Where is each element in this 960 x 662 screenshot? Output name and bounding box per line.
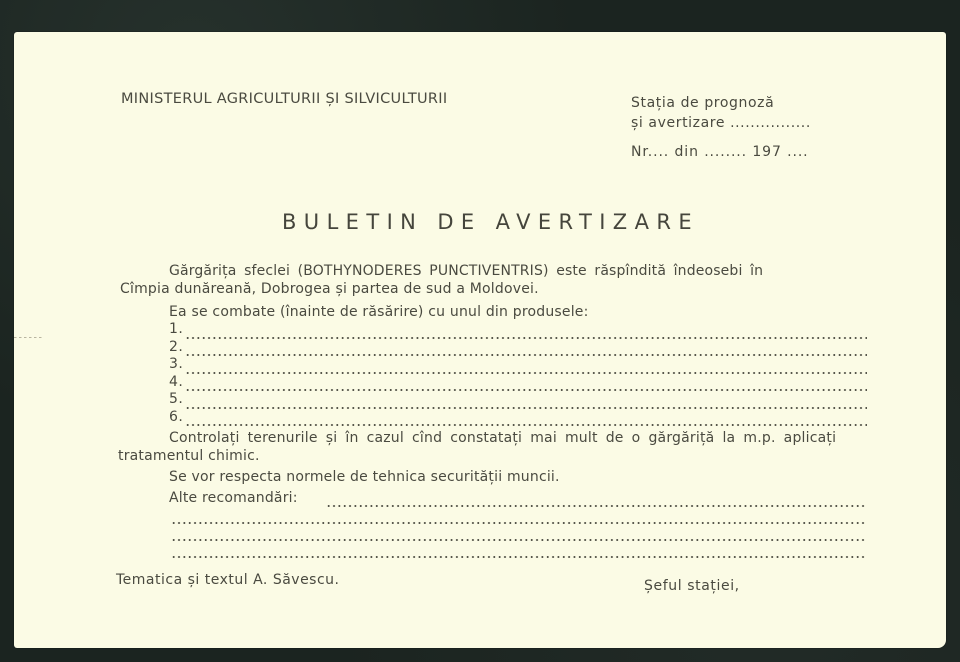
station-name-field[interactable]: și avertizare ................ [631,115,811,131]
number-date-field[interactable]: Nr.... din ........ 197 .... [631,144,809,160]
author-credit: Tematica și textul A. Săvescu. [116,572,340,588]
product-blank-line[interactable] [185,407,867,409]
paragraph-safety: Se vor respecta normele de tehnica securității muncii. [169,469,560,485]
recommendations-blank-line-3[interactable] [171,539,867,541]
paragraph-treatment-intro: Ea se combate (înainte de răsărire) cu unul din produsele: [169,304,589,320]
margin-tick-mark [14,337,42,338]
product-blank-line[interactable] [185,354,867,356]
product-blank-line[interactable] [185,424,867,426]
other-recommendations-label: Alte recomandări: [169,490,298,506]
document-title: BULETIN DE AVERTIZARE [282,210,700,234]
paragraph-pest-line2: Cîmpia dunăreană, Dobrogea și partea de sud a Moldovei. [120,281,539,297]
recommendations-blank-line-1[interactable] [326,505,867,507]
product-blank-line[interactable] [185,389,867,391]
product-blank-line[interactable] [185,372,867,374]
product-number: 1. [169,321,184,337]
ministry-heading: MINISTERUL AGRICULTURII ȘI SILVICULTURII [121,91,448,107]
paragraph-control-line1: Controlați terenurile și în cazul cînd constatați mai mult de o gărgăriță la m.p. aplicați [169,430,837,446]
paragraph-pest-line1: Gărgărița sfeclei (BOTHYNODERES PUNCTIVENTRIS) este răspîndită îndeosebi în [169,263,764,279]
recommendations-blank-line-2[interactable] [171,522,867,524]
station-label: Stația de prognoză [631,95,775,111]
bulletin-card [14,32,946,648]
product-number: 5. [169,391,184,407]
product-blank-line[interactable] [185,337,867,339]
paragraph-control-line2: tratamentul chimic. [118,448,260,464]
recommendations-blank-line-4[interactable] [171,556,867,558]
product-number: 6. [169,409,184,425]
signature-label: Șeful stației, [644,578,740,594]
product-number: 2. [169,339,184,355]
product-number: 3. [169,356,184,372]
product-number: 4. [169,374,184,390]
